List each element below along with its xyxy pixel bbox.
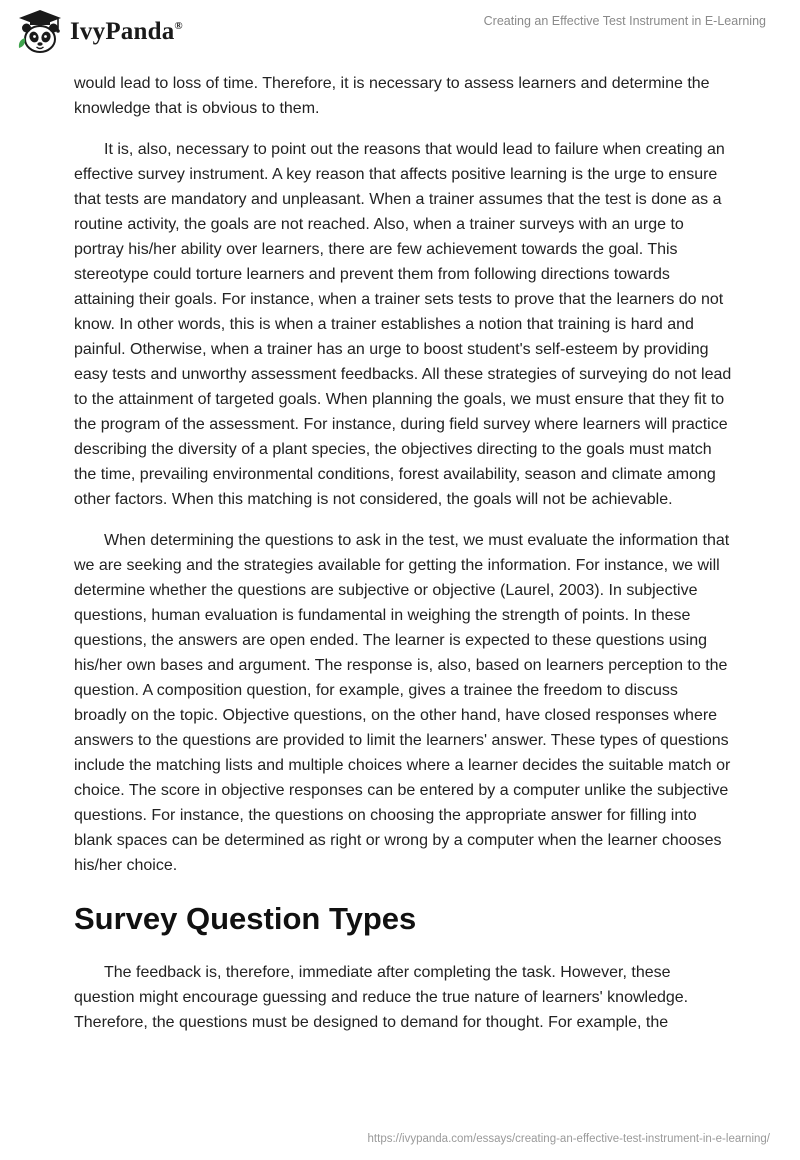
footer-url[interactable]: https://ivypanda.com/essays/creating-an-effective-test-instrument-in-e-learning/ (367, 1133, 770, 1145)
article-body (74, 71, 734, 1051)
page-header (0, 0, 800, 72)
document-title: Creating an Effective Test Instrument in E-Learning (483, 14, 766, 28)
site-logo[interactable] (16, 8, 183, 56)
section-heading: Survey Question Types (74, 901, 417, 936)
paragraph-question-types: When determining the questions to ask in the test, we must evaluate the information that we are seeking and the strategies available for getting the information. For instance, we will determine whether the questions are subjective or objective (Laurel, 2003). In subjective questions, human evaluation is fundamental in weighing the strength of points. In these questions, the answers are open ended. The learner is expected to these questions using his/her own bases and argument. The response is, also, based on learners perception to the question. A composition question, for example, gives a trainee the freedom to discuss broadly on the topic. Objective questions, on the other hand, have closed responses where answers to the questions are provided to limit the learners' answer. These types of questions include the matching lists and multiple choices where a learner decides the suitable match or choice. The score in objective responses can be entered by a computer unlike the subjective questions. For instance, the questions on choosing the appropriate answer for filling into blank spaces can be determined as right or wrong by a computer when the learner chooses his/her choice. (74, 532, 731, 874)
paragraph-feedback: The feedback is, therefore, immediate after completing the task. However, these question might encourage guessing and reduce the true nature of learners' knowledge. Therefore, the questions must be designed to demand for thought. For example, the (74, 964, 689, 1031)
paragraph-failure-reasons: It is, also, necessary to point out the reasons that would lead to failure when creating an effective survey instrument. A key reason that affects positive learning is the urge to ensure that tests are mandatory and unpleasant. When a trainer assumes that the test is done as a routine activity, the goals are not reached. Also, when a trainer surveys with an urge to portray his/her ability over learners, there are few achievement towards the goal. This stereotype could torture learners and prevent them from following directions towards attaining their goals. For instance, when a trainer sets tests to prove that the learners do not know. In other words, this is when a trainer establishes a notion that training is hard and painful. Otherwise, when a trainer has an urge to boost student's self-esteem by providing easy tests and unworthy assessment feedbacks. All these strategies of surveying do not lead to the attainment of targeted goals. When planning the goals, we must ensure that they fit to the program of the assessment. For instance, during field survey where learners will practice describing the diversity of a plant species, the objectives directing to the goals must match the time, prevailing environmental conditions, forest availability, season and climate among other factors. When this matching is not considered, the goals will not be achievable. (74, 141, 732, 508)
logo-text: IvyPanda® (70, 18, 183, 45)
panda-graduate-icon (16, 8, 64, 56)
paragraph-continuation: would lead to loss of time. Therefore, it is necessary to assess learners and determine the knowledge that is obvious to them. (74, 75, 710, 117)
